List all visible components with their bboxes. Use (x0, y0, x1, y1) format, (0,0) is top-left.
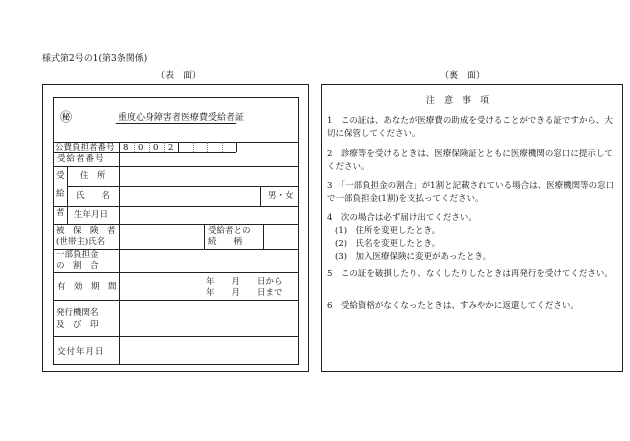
copay-label: 一部負担金 (56, 250, 99, 260)
rule (236, 142, 237, 152)
note-5 (327, 268, 617, 281)
name-label: 氏 名 (76, 191, 111, 201)
note-4-item-text: (3) 加入医療保険に変更があったとき。 (335, 252, 492, 262)
digit-divider (178, 142, 179, 152)
relation-label-2: 続 柄 (208, 237, 243, 247)
digit-divider (222, 142, 223, 152)
form-id: 様式第2号の1(第3条関係) (42, 54, 148, 64)
card-title: 重度心身障害者医療費受給者証 (118, 113, 245, 123)
digit-divider (134, 142, 135, 152)
rule (119, 152, 236, 153)
payer-digit: 8 (123, 143, 129, 153)
relation-label: 受給者との (208, 226, 251, 236)
note-4 (327, 212, 617, 225)
payer-digit: 0 (153, 143, 159, 153)
note-4-item (335, 225, 625, 238)
recipient-side-label: 給 (56, 189, 65, 199)
note-2 (327, 148, 617, 174)
digit-divider (149, 142, 150, 152)
note-3 (327, 180, 617, 206)
note-6 (327, 300, 617, 313)
rule (67, 166, 68, 224)
issuer-label: 発行機関名 (56, 308, 99, 318)
payer-number-label: 公費負担者番号 (55, 143, 115, 153)
rule (204, 224, 205, 249)
rule (53, 166, 299, 167)
rule (119, 142, 120, 365)
front-label: （表 面） (156, 71, 202, 81)
note-4-item-text: (1) 住所を変更したとき。 (335, 226, 441, 236)
rule (53, 272, 299, 273)
rule (53, 300, 299, 301)
insured-label-2: (世帯主)氏名 (56, 237, 106, 247)
birth-date-label: 生年月日 (74, 210, 109, 220)
payer-digit: 2 (168, 143, 174, 153)
note-1 (327, 115, 617, 141)
recipient-side-label: 者 (56, 208, 65, 218)
title-underline (116, 123, 236, 124)
recipient-number-label: 受給者番号 (57, 154, 105, 164)
note-3-text: 3 「一部負担金の割合」が1割と記載されている場合は、医療機関等の窓口で一部負担金(1割)を支払ってください。 (327, 181, 615, 204)
note-1-text: 1 この証は、あなたが医療費の助成を受けることができる証ですから、大切に保管してください。 (327, 116, 613, 139)
issue-date-label: 交付年月日 (57, 347, 105, 357)
address-label: 住 所 (80, 171, 106, 181)
recipient-side-label: 受 (56, 171, 65, 181)
rule (67, 186, 299, 187)
confidential-seal-icon: ㊙ (60, 110, 73, 124)
valid-to: 年 月 日まで (206, 288, 283, 298)
note-6-text: 6 受給資格がなくなったときは、すみやかに返還してください。 (327, 301, 579, 311)
sex-label: 男・女 (268, 191, 294, 201)
note-2-text: 2 診療等を受けるときは、医療保険証とともに医療機関の窓口に提示してください。 (327, 149, 613, 172)
rule (53, 206, 299, 207)
payer-digit: 0 (138, 143, 144, 153)
copay-label-2: の 割 合 (56, 261, 99, 271)
note-4-item (335, 238, 625, 251)
valid-from: 年 月 日から (206, 277, 283, 287)
valid-period-label: 有 効 期 間 (57, 282, 117, 292)
rule (263, 224, 264, 249)
issuer-label-2: 及 び 印 (56, 320, 99, 330)
back-label: （裏 面） (440, 71, 486, 81)
rule (260, 186, 261, 206)
digit-divider (207, 142, 208, 152)
rule (53, 336, 299, 337)
digit-divider (193, 142, 194, 152)
note-4-item-text: (2) 氏名を変更したとき。 (335, 239, 441, 249)
note-4-item (335, 251, 625, 264)
note-4-text: 4 次の場合は必ず届け出てください。 (327, 213, 477, 223)
insured-label: 被 保 険 者 (56, 226, 116, 236)
note-5-text: 5 この証を破損したり、なくしたりしたときは再発行を受けてください。 (327, 269, 613, 279)
digit-divider (164, 142, 165, 152)
notes-heading: 注 意 事 項 (426, 96, 490, 106)
